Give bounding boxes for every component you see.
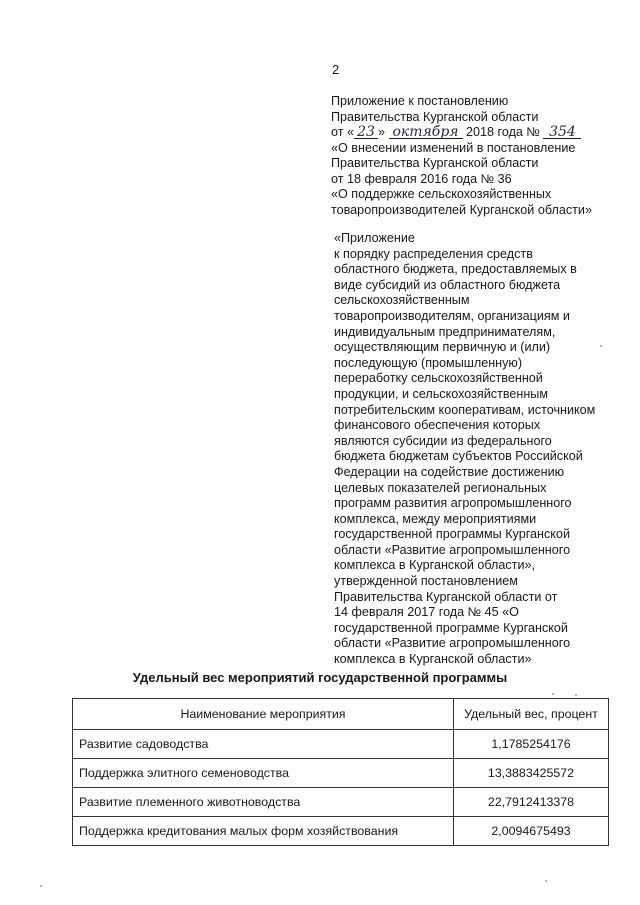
weights-table xyxy=(72,698,609,846)
appendix-line: индивидуальным предпринимателям, xyxy=(334,324,556,339)
header-line: Правительства Курганской области xyxy=(331,109,539,124)
table-row xyxy=(73,730,609,759)
header-line: от 18 февраля 2016 года № 36 xyxy=(331,171,512,186)
appendix-line: комплекса в Курганской области», xyxy=(334,558,535,573)
appendix-line: «Приложение xyxy=(334,231,415,245)
column-header-value: Удельный вес, процент xyxy=(454,699,609,730)
appendix-line: целевых показателей региональных xyxy=(334,480,547,495)
header-line: Правительства Курганской области xyxy=(331,156,539,170)
measure-weight: 1,1785254176 xyxy=(454,730,609,759)
header-block xyxy=(331,94,592,218)
header-line: товаропроизводителей Курганской области» xyxy=(331,202,592,217)
table-header-row xyxy=(73,699,609,730)
document-number: 354 xyxy=(543,126,581,139)
date-day: 23 xyxy=(354,126,378,139)
appendix-line: сельскохозяйственным xyxy=(334,293,470,308)
table-row xyxy=(73,759,609,788)
appendix-line: государственной программы Курганской xyxy=(334,527,570,542)
measure-weight: 2,0094675493 xyxy=(454,817,609,846)
appendix-line: области «Развитие агропромышленного xyxy=(334,636,571,651)
header-line: Приложение к постановлению xyxy=(331,94,509,108)
appendix-line: Правительства Курганской области от xyxy=(334,589,558,604)
date-mid: » xyxy=(378,125,386,139)
date-prefix: от « xyxy=(331,125,354,139)
measure-name: Развитие племенного животноводства xyxy=(73,788,454,817)
measure-name: Поддержка элитного семеноводства xyxy=(73,759,454,788)
appendix-line: комплекса, между мероприятиями xyxy=(334,511,537,526)
appendix-line: переработку сельскохозяйственной xyxy=(334,371,543,386)
appendix-line: утвержденной постановлением xyxy=(334,574,518,589)
scan-speck xyxy=(575,694,577,696)
header-line: «О поддержке сельскохозяйственных xyxy=(331,187,552,201)
appendix-line: областного бюджета, предоставляемых в xyxy=(334,262,577,277)
appendix-line: товаропроизводителям, организациям и xyxy=(334,308,570,323)
table-title: Удельный вес мероприятий государственной программы xyxy=(132,670,508,685)
appendix-line: потребительским кооперативам, источником xyxy=(334,402,596,417)
scan-speck xyxy=(545,880,547,882)
appendix-line: бюджета бюджетам субъектов Российской xyxy=(334,449,583,464)
appendix-line: финансового обеспечения которых xyxy=(334,418,541,433)
header-date-line xyxy=(331,125,592,141)
appendix-line: 14 февраля 2017 года № 45 «О xyxy=(334,605,519,620)
measure-name: Развитие садоводства xyxy=(73,730,454,759)
appendix-line: Федерации на содействие достижению xyxy=(334,464,565,479)
table-row xyxy=(73,817,609,846)
appendix-line: к порядку распределения средств xyxy=(334,246,533,261)
appendix-block xyxy=(334,231,595,668)
measure-name: Поддержка кредитования малых форм хозяйствования xyxy=(73,817,454,846)
page-number: 2 xyxy=(332,62,340,77)
appendix-line: программ развития агропромышленного xyxy=(334,496,572,511)
appendix-line: государственной программе Курганской xyxy=(334,620,568,635)
column-header-name: Наименование мероприятия xyxy=(73,699,454,730)
table-row xyxy=(73,788,609,817)
scan-speck xyxy=(552,693,554,695)
header-line: «О внесении изменений в постановление xyxy=(331,140,576,155)
appendix-line: осуществляющим первичную и (или) xyxy=(334,340,551,355)
appendix-line: комплекса в Курганской области» xyxy=(334,652,532,667)
scan-speck xyxy=(40,885,42,887)
appendix-line: области «Развитие агропромышленного xyxy=(334,542,571,557)
date-month: октября xyxy=(389,126,463,139)
date-suffix: 2018 года № xyxy=(466,125,540,139)
appendix-line: последующую (промышленную) xyxy=(334,355,523,370)
appendix-line: продукции, и сельскохозяйственным xyxy=(334,386,549,401)
measure-weight: 22,7912413378 xyxy=(454,788,609,817)
measure-weight: 13,3883425572 xyxy=(454,759,609,788)
appendix-line: являются субсидии из федерального xyxy=(334,433,552,448)
scan-speck xyxy=(600,345,602,347)
appendix-line: виде субсидий из областного бюджета xyxy=(334,277,561,292)
